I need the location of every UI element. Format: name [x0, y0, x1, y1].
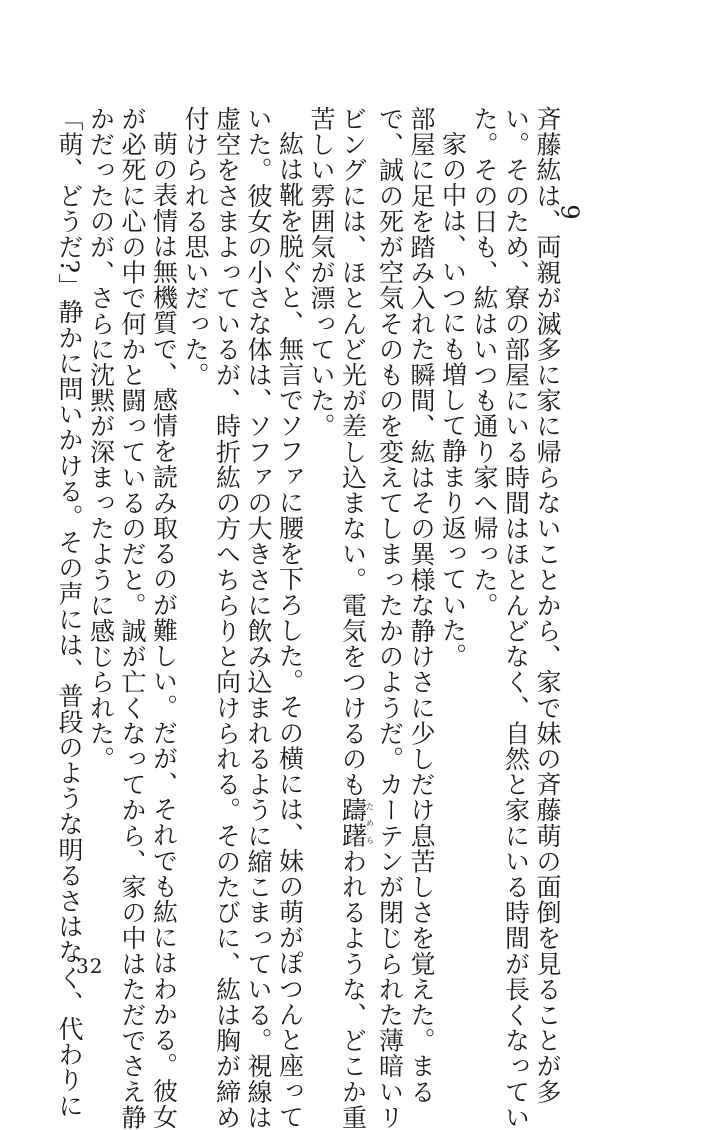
- ruby-annotation: ためら: [365, 797, 375, 849]
- text-line: 斉藤紘は、両親が滅多に家に帰らないことから、家で妹の斉藤萌の面倒を見ることが多: [533, 106, 562, 1105]
- text-line: た。その日も、紘はいつも通り家へ帰った。: [470, 106, 499, 618]
- text-line: 苦しい雰囲気が漂っていた。: [307, 106, 336, 439]
- ruby-base: 躊躇: [338, 797, 368, 849]
- ruby-word: [338, 797, 375, 849]
- text-segment: ビングには、ほとんど光が差し込まない。電気をつけるのも: [338, 106, 368, 798]
- text-line: が必死に心の中で何かと闘っているのだと。誠が亡くなってから、家の中はただでさえ静: [118, 106, 147, 1130]
- text-line: 部屋に足を踏み入れた瞬間、紘はその異様な静けさに少しだけ息苦しさを覚えた。まる: [407, 106, 436, 1105]
- text-line: い。そのため、寮の部屋にいる時間はほとんどなく、自然と家にいる時間が長くなってい: [501, 106, 531, 1130]
- text-line: 萌の表情は無機質で、感情を読み取るのが難しい。だが、それでも紘にはわかる。彼女: [149, 131, 179, 1130]
- page-number: 32: [76, 954, 104, 978]
- text-line: いた。彼女の小さな体は、ソファの大きさに飲み込まれるように縮こまっている。視線は: [244, 106, 273, 1130]
- text-line: 「萌、どうだ?」静かに問いかける。その声には、普段のような明るさはなく、代わりに: [55, 106, 84, 1119]
- text-line: 付けられる思いだった。: [181, 106, 210, 388]
- text-segment: われるような、どこか重: [338, 848, 368, 1130]
- text-line: 家の中は、いつにも増して静まり返っていた。: [438, 131, 468, 669]
- text-line: [337, 106, 375, 1130]
- text-line: で、誠の死が空気そのものを変えてしまったかのようだ。カーテンが閉じられた薄暗いリ: [375, 106, 405, 1130]
- chapter-number: 9: [555, 204, 584, 220]
- text-line: 虚空をさまよっているが、時折紘の方へちらりと向けられる。そのたびに、紘は胸が締め: [212, 106, 242, 1130]
- text-line: かだったのが、さらに沈黙が深まったように感じられた。: [86, 106, 116, 772]
- text-line: 紘は靴を脱ぐと、無言でソファに腰を下ろした。その横には、妹の萌がぽつんと座って: [275, 131, 305, 1130]
